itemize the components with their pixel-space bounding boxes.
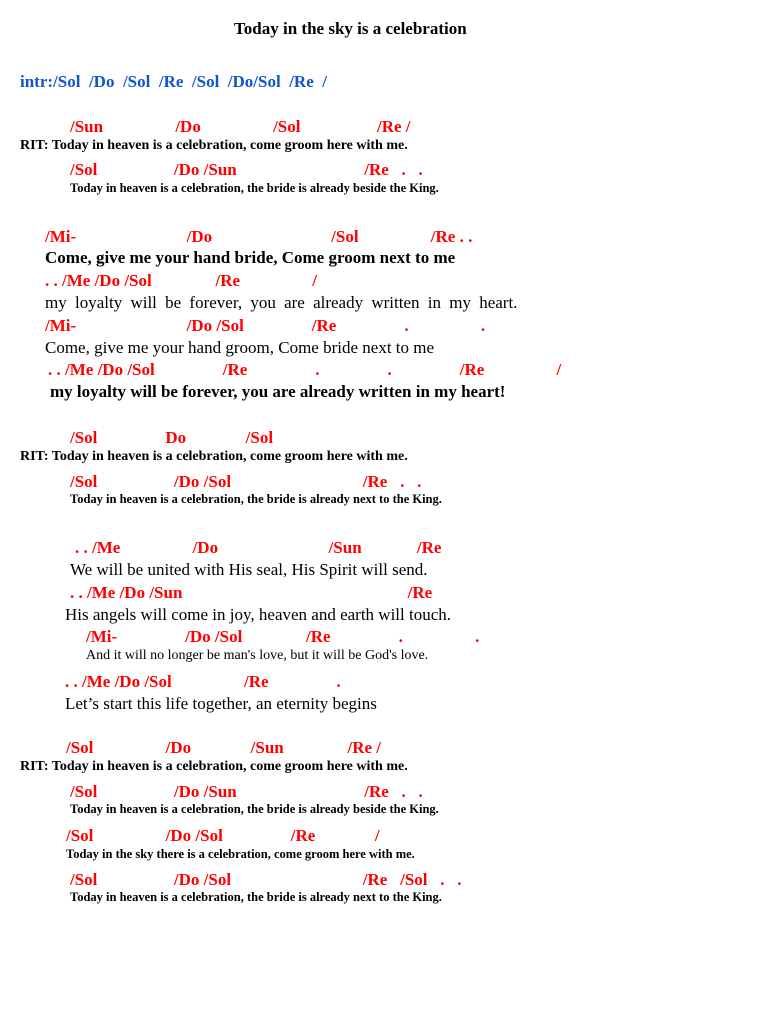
lyric-line: Today in heaven is a celebration, the bride is already next to the King. xyxy=(70,492,442,506)
lyric-line: Today in heaven is a celebration, the bride is already beside the King. xyxy=(70,802,439,816)
lyric-line: We will be united with His seal, His Spirit will send. xyxy=(70,560,428,579)
chord-line: . . /Me /Do /Sol /Re / xyxy=(45,271,317,290)
lyric-line: Come, give me your hand groom, Come bride next to me xyxy=(45,338,435,357)
chord-line: /Mi- /Do /Sol /Re . . xyxy=(45,227,473,246)
lyric-line: Let’s start this life together, an eternity begins xyxy=(65,694,377,713)
lyric-line: His angels will come in joy, heaven and earth will touch. xyxy=(65,605,452,624)
lyric-line: Today in heaven is a celebration, the bride is already beside the King. xyxy=(70,181,439,195)
chord-line: . . /Me /Do /Sun /Re xyxy=(75,538,442,557)
chorus-lyric-line: RIT: Today in heaven is a celebration, come groom here with me. xyxy=(20,449,408,464)
lyric-line: Come, give me your hand bride, Come groom next to me xyxy=(45,248,456,267)
chord-line: /Sol /Do /Sun /Re . . xyxy=(70,782,423,801)
chord-line: /Sol /Do /Sol /Re . . xyxy=(70,472,422,491)
page-title: Today in the sky is a celebration xyxy=(234,19,467,38)
lyric-line: Today in heaven is a celebration, the bride is already next to the King. xyxy=(70,890,442,904)
intro-chord-line: intr:/Sol /Do /Sol /Re /Sol /Do/Sol /Re / xyxy=(20,72,327,91)
chorus-lyric-line: RIT: Today in heaven is a celebration, come groom here with me. xyxy=(20,759,408,774)
chord-line: . . /Me /Do /Sol /Re . . /Re / xyxy=(48,360,562,379)
chord-line: /Sol /Do /Sun /Re / xyxy=(66,738,382,757)
chorus-lyric-line: RIT: Today in heaven is a celebration, come groom here with me. xyxy=(20,138,408,153)
chord-line: /Mi- /Do /Sol /Re . . xyxy=(86,627,480,646)
chord-line: . . /Me /Do /Sun /Re xyxy=(70,583,433,602)
lyric-line: And it will no longer be man's love, but it will be God's love. xyxy=(86,648,429,663)
chord-line: /Sun /Do /Sol /Re / xyxy=(70,117,411,136)
chord-line: /Mi- /Do /Sol /Re . . xyxy=(45,316,486,335)
chord-line: /Sol /Do /Sun /Re . . xyxy=(70,160,423,179)
chord-line: /Sol Do /Sol xyxy=(70,428,274,447)
chord-line: /Sol /Do /Sol /Re / xyxy=(66,826,380,845)
lyric-line: Today in the sky there is a celebration, come groom here with me. xyxy=(66,847,415,861)
chord-line: . . /Me /Do /Sol /Re . xyxy=(65,672,341,691)
lyric-line: my loyalty will be forever, you are already written in my heart. xyxy=(45,293,518,312)
chord-line: /Sol /Do /Sol /Re /Sol . . xyxy=(70,870,462,889)
lyric-line: my loyalty will be forever, you are already written in my heart! xyxy=(50,382,506,401)
